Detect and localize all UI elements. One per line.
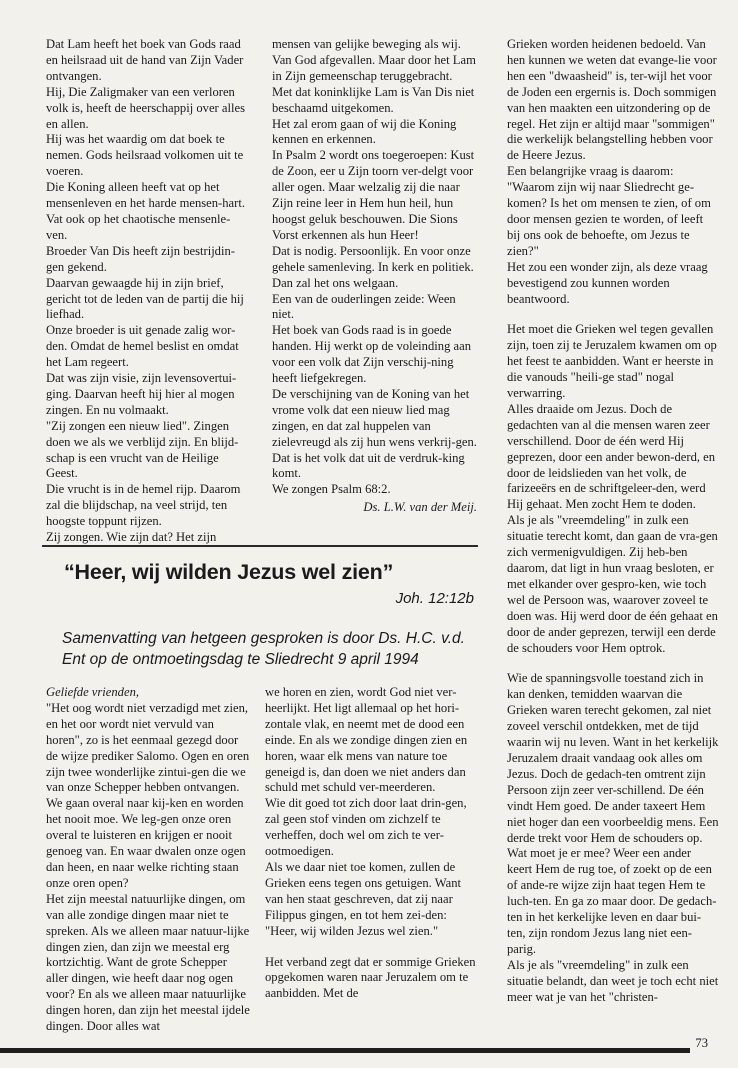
paragraph: Dat Lam heeft het boek van Gods raad en heilsraad uit de hand van Zijn Vader ontvangen. — [46, 37, 244, 83]
paragraph: Hij, Die Zaligmaker van een verloren volk is, heeft de heerschappij over alles en allen. — [46, 84, 245, 131]
paragraph: Dat was zijn visie, zijn levensovertui-ging. Daarvan heeft hij hier al mogen zingen. En nu volmaakt. — [46, 371, 237, 417]
scripture-reference: Joh. 12:12b — [395, 590, 474, 607]
paragraph: Als we daar niet toe komen, zullen de Grieken eens tegen ons getuigen. Want van hen staat geschreven, dat zij naar Filippus gingen, en tot hem zei-den: "Heer, wij wilden Jezus wel zien." — [265, 859, 461, 938]
article-headline: “Heer, wij wilden Jezus wel zien” — [64, 560, 394, 584]
paragraph: Het verband zegt dat er sommige Grieken opgekomen waren naar Jeruzalem om te aanbidden. Met de — [265, 954, 476, 1001]
paragraph: we horen en zien, wordt God niet ver-heerlijkt. Het ligt allemaal op het hori-zontale vlak, en neemt met de dood een einde. En als we zondige dingen zien en horen, waar elk mens van nature toe geneigd is, dan doen we niet anders dan schuld met schuld ver-meerderen. — [265, 685, 468, 795]
paragraph: Die vrucht is in de hemel rijp. Daarom zal die blijdschap, na veel strijd, ten hoogste toppunt rijzen. — [46, 482, 241, 529]
text-column-1 — [46, 37, 251, 546]
paragraph: Wie dit goed tot zich door laat drin-gen, zal geen stof vinden om zichzelf te verheffen, doch wel om zich te ver-ootmoedigen. — [265, 796, 467, 859]
paragraph: mensen van gelijke beweging als wij. Van God afgevallen. Maar door het Lam in Zijn gemeenschap teruggebracht. — [272, 37, 476, 83]
author-signature: Ds. L.W. van der Meij. — [363, 500, 477, 515]
paragraph: Als je als "vreemdeling" in zulk een situatie belandt, dan weet je toch echt niet meer wat je van het "christen- — [507, 957, 719, 1004]
article-summary: Samenvatting van hetgeen gesproken is door Ds. H.C. v.d. Ent op de ontmoetingsdag te Sliedrecht 9 april 1994 — [62, 630, 465, 668]
paragraph: Hij was het waardig om dat boek te nemen. Gods heilsraad volkomen uit te voeren. — [46, 132, 244, 179]
text-column-3 — [507, 37, 719, 1005]
bottom-rule — [0, 1048, 690, 1053]
paragraph: Het zijn meestal natuurlijke dingen, om van alle zondige dingen maar niet te spreken. Als we alleen maar natuur-lijke dingen zien, dan zijn we meestal erg kortzichtig. Want de grote Schepper aller dingen, wie heeft daar nog ogen voor? En als we alleen maar natuurlijke dingen horen, dan zijn het meestal ijdele dingen. Door alles wat — [46, 891, 250, 1034]
paragraph: Een van de ouderlingen zeide: Ween niet. — [272, 291, 456, 322]
paragraph: Broeder Van Dis heeft zijn bestrijdin-gen gekend. — [46, 243, 235, 274]
paragraph: "Zij zongen een nieuw lied". Zingen doen we als we verblijd zijn. En blijd-schap is een vrucht van de Heilige Geest. — [46, 418, 239, 481]
page-number: 73 — [695, 1036, 708, 1050]
section-divider — [42, 545, 478, 547]
text-column-4 — [46, 685, 251, 1035]
paragraph: Als je als "vreemdeling" in zulk een situatie terecht komt, dan gaan de vra-gen zich vermenigvuldigen. Zij heb-ben daarom, dat ligt in hun vraag besloten, er met elkander over gespro-ken, wie toch wel de Persoon was, waarover zoveel te doen was. Hij werd door de één gehaat en door de ander geprezen, terwijl een derde de schouders voor Hem optrok. — [507, 513, 718, 655]
paragraph: Het zou een wonder zijn, als deze vraag bevestigend zou kunnen worden beantwoord. — [507, 259, 708, 306]
paragraph: Zij zongen. Wie zijn dat? Het zijn — [46, 530, 217, 545]
paragraph: Het zal erom gaan of wij die Koning kennen en erkennen. — [272, 116, 457, 147]
paragraph: Vat ook op het chaotische mensenle-ven. — [46, 211, 231, 242]
text-column-5 — [265, 685, 477, 1002]
text-column-2 — [272, 37, 477, 516]
paragraph: Het moet die Grieken wel tegen gevallen zijn, toen zij te Jeruzalem kwamen om op het feest te aanbidden. Want er heerste in die vanouds "heili-ge stad" nogal verwarring. — [507, 322, 717, 401]
paragraph: "Het oog wordt niet verzadigd met zien, en het oor wordt niet vervuld van horen", zo is het eenmaal gezegd door de wijze prediker Salomo. Ogen en oren zijn twee wonderlijke zintui-gen die we van onze Schepper hebben ontvangen. We gaan overal naar kij-ken en worden het nooit moe. We leg-gen onze oren overal te luisteren en krijgen er nooit genoeg van. En waar dwalen onze ogen dan heen, en naar welke richting staan onze oren open? — [46, 700, 250, 890]
paragraph: Dat is nodig. Persoonlijk. En voor onze gehele samenleving. In kerk en politiek. Dan zal het ons welgaan. — [272, 243, 474, 290]
paragraph: We zongen Psalm 68:2. — [272, 482, 391, 497]
paragraph: Het boek van Gods raad is in goede handen. Hij werkt op de voleinding aan voor een volk dat Zijn verschij-ning heeft liefgekregen. — [272, 323, 471, 386]
paragraph: Alles draaide om Jezus. Doch de gedachten van al die mensen waren zeer verschillend. Door de één werd Hij geprezen, door een ander bewon-derd, en door de leidslieden van het volk, de farizeeërs en de schriftgeleer-den, werd Hij gehaat. Men zocht Hem te doden. — [507, 401, 716, 512]
paragraph: De verschijning van de Koning van het vrome volk dat een nieuw lied mag zingen, en dat zal huppelen van zielevreugd als zij hun wens verkrij-gen. Dat is het volk dat uit de verdruk-king komt. — [272, 386, 477, 481]
paragraph: Met dat koninklijke Lam is Van Dis niet beschaamd uitgekomen. — [272, 84, 475, 115]
paragraph: Wie de spanningsvolle toestand zich in kan denken, temidden waarvan die Grieken waren terecht gekomen, zal niet zoveel verschil ontdekken, met de tijd waarin wij nu leven. Want in het kerkelijk Jeruzalem draait vandaag ook alles om Jezus. Doch de gedach-ten omtrent zijn Persoon zijn zeer ver-schillend. De één vindt Hem goed. De ander taxeert Hem niet hoger dan een voorbeeldig mens. Een derde trekt voor Hem de schouders op. Wat moet je er mee? Weer een ander keert Hem de rug toe, of zoekt op de een of ande-re wijze zijn haat tegen Hem te luch-ten. En ga zo maar door. De gedach-ten in het kerkelijke leven en daar bui-ten, zijn rondom Jezus lang niet een-parig. — [507, 671, 719, 956]
paragraph: Onze broeder is uit genade zalig wor-den. Omdat de hemel beslist en omdat het Lam regeert. — [46, 323, 239, 370]
greeting: Geliefde vrienden, — [46, 685, 140, 699]
paragraph: Daarvan gewaagde hij in zijn brief, gericht tot de leden van de partij die hij liefhad. — [46, 275, 244, 322]
paragraph: Een belangrijke vraag is daarom: "Waarom zijn wij naar Sliedrecht ge-komen? Is het om mensen te zien, of om door mensen gezien te worden, of leeft bij ons ook de behoefte, om Jezus te zien?" — [507, 164, 711, 258]
paragraph: Die Koning alleen heeft vat op het mensenleven en het harde mensen-hart. — [46, 180, 245, 211]
paragraph: In Psalm 2 wordt ons toegeroepen: Kust de Zoon, eer u Zijn toorn ver-delgt voor aller ogen. Maar welzalig zij die naar Zijn reine leer in Hem hun heil, hun hoogst geluk beschouwen. Die Sions Vorst erkennen als hun Heer! — [272, 148, 475, 242]
paragraph: Grieken worden heidenen bedoeld. Van hen kunnen we weten dat evange-lie voor hen een "dwaasheid" is, ter-wijl het voor de Joden een ergernis is. Doch sommigen van hen maakten een uitzondering op de regel. Het zijn er altijd maar "sommigen" die werkelijk belangstelling hebben voor de Heere Jezus. — [507, 37, 717, 163]
